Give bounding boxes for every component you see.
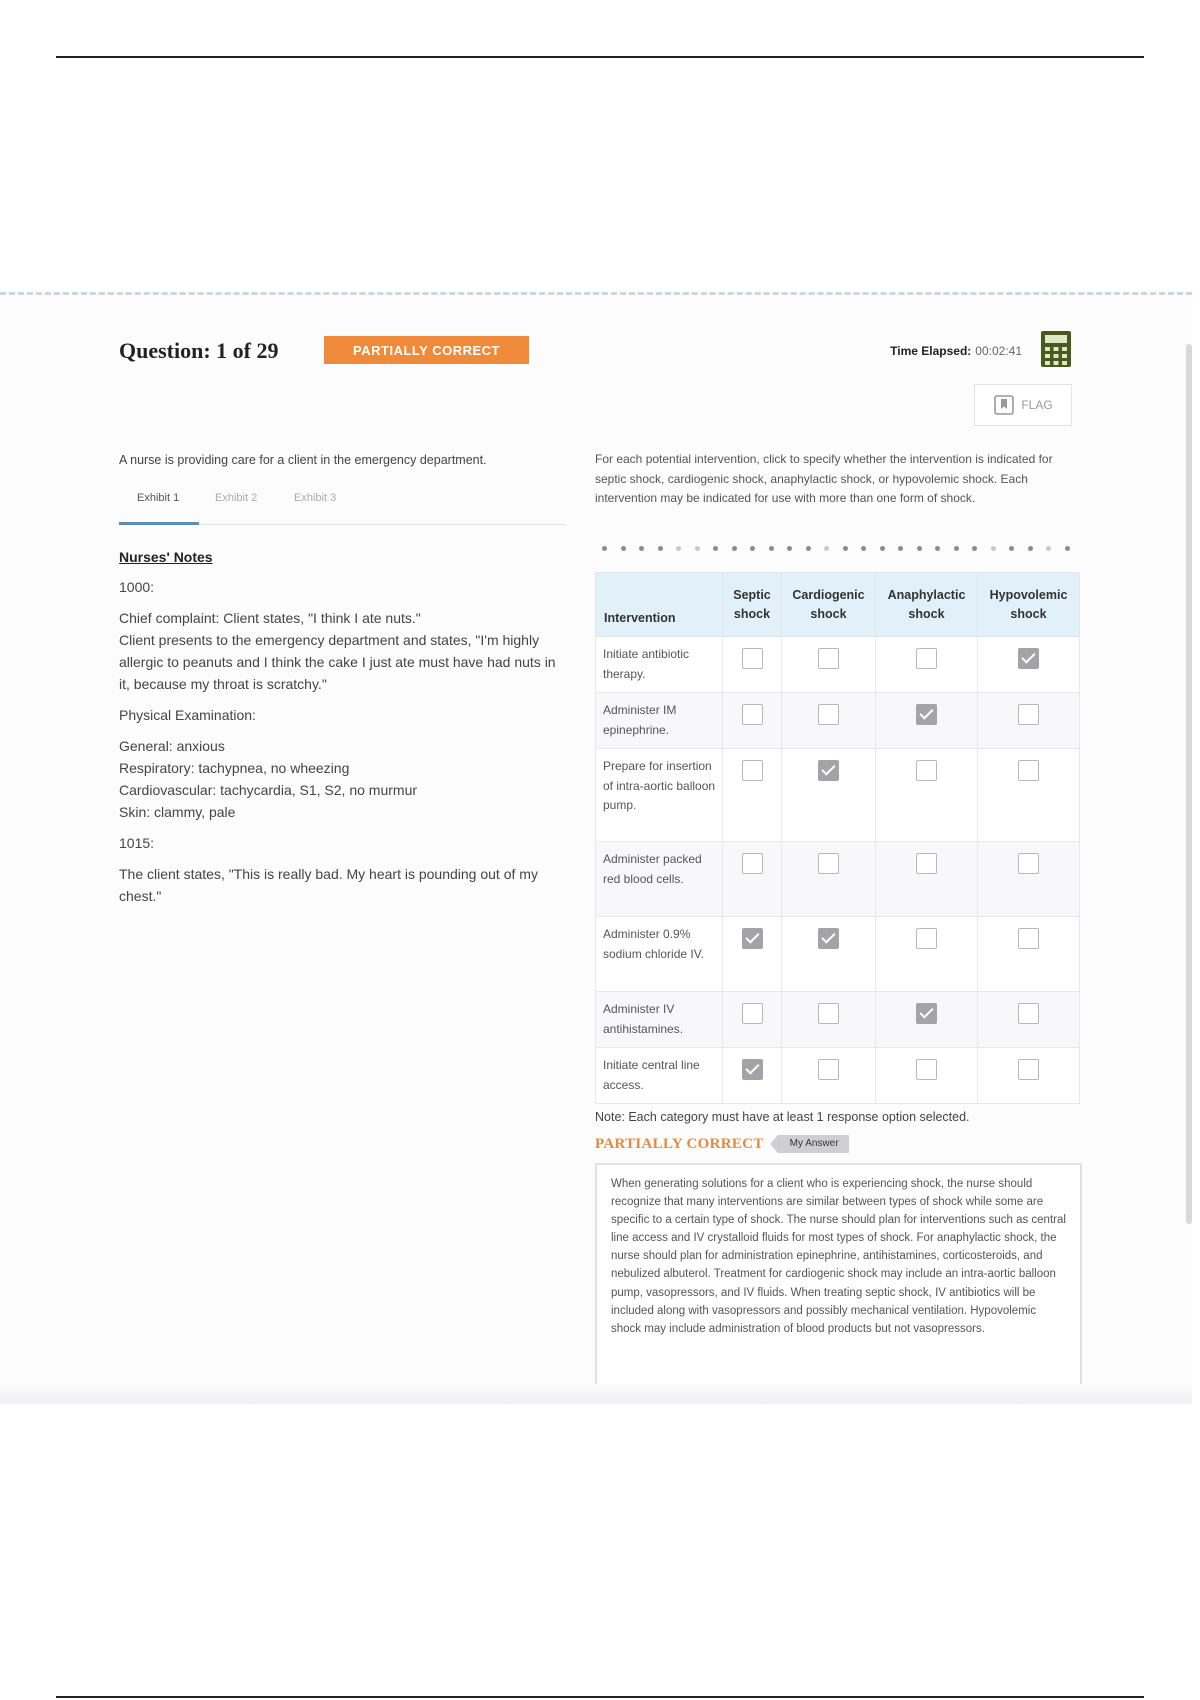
matrix-cell-septic: [723, 1048, 782, 1104]
divider-dot: [1065, 546, 1070, 551]
cardiogenic-checkbox[interactable]: [818, 648, 839, 669]
cardiogenic-checkbox[interactable]: [818, 760, 839, 781]
question-counter: Question: 1 of 29: [119, 338, 279, 363]
anaphylactic-checkbox[interactable]: [916, 648, 937, 669]
intervention-label: Initiate central line access.: [596, 1048, 723, 1104]
col-septic-label: Septic shock: [733, 587, 771, 621]
bookmark-icon: [993, 394, 1015, 416]
divider-dot: [806, 546, 811, 551]
note-presentation: Client presents to the emergency department and states, "I'm highly allergic to peanuts and I think the cake I just ate must have had nuts in it, because my throat is scratchy.": [119, 632, 556, 692]
divider-dots: [602, 546, 1070, 551]
matrix-cell-cardiogenic: [782, 992, 876, 1048]
col-cardiogenic: [782, 573, 876, 637]
divider-dot: [750, 546, 755, 551]
septic-checkbox[interactable]: [742, 760, 763, 781]
divider-dot: [658, 546, 663, 551]
anaphylactic-checkbox[interactable]: [916, 853, 937, 874]
screen-top-border: [0, 292, 1192, 295]
matrix-cell-hypovolemic: [978, 637, 1080, 693]
tab-exhibit-1[interactable]: Exhibit 1: [137, 492, 180, 504]
matrix-row: [596, 637, 1080, 693]
matrix-row: [596, 749, 1080, 842]
divider-dot: [676, 546, 681, 551]
my-answer-tag[interactable]: My Answer: [778, 1135, 849, 1153]
hypovolemic-checkbox[interactable]: [1018, 704, 1039, 725]
divider-dot: [1028, 546, 1033, 551]
time-elapsed-value: 00:02:41: [975, 344, 1022, 358]
time-elapsed-label: Time Elapsed:: [890, 344, 972, 358]
cardiogenic-checkbox[interactable]: [818, 1003, 839, 1024]
matrix-cell-hypovolemic: [978, 749, 1080, 842]
col-intervention: Intervention: [596, 573, 723, 637]
intervention-label: Administer IV antihistamines.: [596, 992, 723, 1048]
status-badge: PARTIALLY CORRECT: [324, 336, 529, 364]
note-client-statement: The client states, "This is really bad. My heart is pounding out of my chest.": [119, 866, 538, 904]
matrix-cell-hypovolemic: [978, 693, 1080, 749]
matrix-cell-septic: [723, 992, 782, 1048]
divider-dot: [787, 546, 792, 551]
septic-checkbox[interactable]: [742, 648, 763, 669]
matrix-cell-cardiogenic: [782, 693, 876, 749]
intervention-label: Administer IM epinephrine.: [596, 693, 723, 749]
anaphylactic-checkbox[interactable]: [916, 1003, 937, 1024]
note-respiratory: Respiratory: tachypnea, no wheezing: [119, 760, 350, 776]
note-chief-complaint: Chief complaint: Client states, "I think I ate nuts.": [119, 610, 421, 626]
note-general: General: anxious: [119, 738, 225, 754]
divider-dot: [972, 546, 977, 551]
septic-checkbox[interactable]: [742, 1003, 763, 1024]
matrix-cell-cardiogenic: [782, 842, 876, 917]
matrix-row: [596, 693, 1080, 749]
matrix-cell-anaphylactic: [876, 637, 978, 693]
divider-dot: [769, 546, 774, 551]
result-row: [595, 1133, 849, 1155]
tab-exhibit-2[interactable]: Exhibit 2: [215, 492, 258, 504]
note-skin: Skin: clammy, pale: [119, 804, 236, 820]
anaphylactic-checkbox[interactable]: [916, 760, 937, 781]
note-time-1015: 1015:: [119, 835, 155, 851]
matrix-cell-cardiogenic: [782, 1048, 876, 1104]
matrix-cell-septic: [723, 693, 782, 749]
calculator-icon[interactable]: [1040, 330, 1072, 368]
matrix-cell-septic: [723, 637, 782, 693]
divider-dot: [824, 546, 829, 551]
matrix-cell-anaphylactic: [876, 842, 978, 917]
matrix-cell-hypovolemic: [978, 992, 1080, 1048]
page-top-rule: [56, 56, 1144, 58]
exam-screen: [0, 292, 1192, 1404]
screen-bottom-fade: [0, 1384, 1192, 1404]
question-header: [119, 336, 1072, 376]
divider-dot: [991, 546, 996, 551]
nurses-notes: [119, 546, 569, 916]
divider-dot: [843, 546, 848, 551]
rationale-box: When generating solutions for a client who is experiencing shock, the nurse should recognize that many interventions are similar between types of shock while some are specific to a certain type of shock. The nurse should plan for interventions such as central line access and IV crystalloid fluids for most types of shock. For anaphylactic shock, the nurse should plan for administration epinephrine, antihistamines, corticosteroids, and nebulized albuterol. Treatment for cardiogenic shock may include an intra-aortic balloon pump, vasopressors, and IV fluids. When treating septic shock, IV antibiotics will be included along with vasopressors and possibly mechanical ventilation. Hypovolemic shock may include administration of blood products but not vasopressors.: [595, 1163, 1082, 1392]
matrix-row: [596, 842, 1080, 917]
intervention-matrix: [595, 572, 1080, 1104]
hypovolemic-checkbox[interactable]: [1018, 760, 1039, 781]
intervention-label: Administer 0.9% sodium chloride IV.: [596, 917, 723, 992]
col-cardiogenic-label: Cardiogenic shock: [792, 587, 865, 621]
note-time-1000: 1000:: [119, 579, 155, 595]
matrix-cell-hypovolemic: [978, 1048, 1080, 1104]
matrix-cell-anaphylactic: [876, 693, 978, 749]
active-tab-indicator: [119, 522, 199, 525]
matrix-cell-anaphylactic: [876, 917, 978, 992]
scrollbar[interactable]: [1186, 344, 1192, 1224]
divider-dot: [621, 546, 626, 551]
col-hypovolemic: [978, 573, 1080, 637]
hypovolemic-checkbox[interactable]: [1018, 1003, 1039, 1024]
matrix-row: [596, 1048, 1080, 1104]
col-hypovolemic-label: Hypovolemic shock: [989, 587, 1068, 621]
septic-checkbox[interactable]: [742, 853, 763, 874]
intervention-label: Administer packed red blood cells.: [596, 842, 723, 917]
matrix-cell-septic: [723, 842, 782, 917]
matrix-cell-hypovolemic: [978, 917, 1080, 992]
septic-checkbox[interactable]: [742, 1059, 763, 1080]
divider-dot: [732, 546, 737, 551]
anaphylactic-checkbox[interactable]: [916, 704, 937, 725]
divider-dot: [602, 546, 607, 551]
divider-dot: [713, 546, 718, 551]
flag-button[interactable]: [974, 384, 1072, 426]
divider-dot: [917, 546, 922, 551]
note-complaint: [119, 607, 569, 695]
hypovolemic-checkbox[interactable]: [1018, 648, 1039, 669]
col-anaphylactic-label: Anaphylactic shock: [887, 587, 966, 621]
exhibit-tabs: [119, 484, 566, 525]
hypovolemic-checkbox[interactable]: [1018, 928, 1039, 949]
notes-heading: Nurses' Notes: [119, 549, 213, 565]
divider-dot: [935, 546, 940, 551]
col-septic: [723, 573, 782, 637]
cardiogenic-checkbox[interactable]: [818, 704, 839, 725]
matrix-cell-septic: [723, 749, 782, 842]
anaphylactic-checkbox[interactable]: [916, 1059, 937, 1080]
matrix-cell-cardiogenic: [782, 637, 876, 693]
note-exam-findings: [119, 735, 569, 823]
matrix-row: [596, 992, 1080, 1048]
septic-checkbox[interactable]: [742, 704, 763, 725]
page-bottom-rule: [56, 1696, 1144, 1698]
cardiogenic-checkbox[interactable]: [818, 1059, 839, 1080]
matrix-cell-cardiogenic: [782, 749, 876, 842]
time-elapsed: [890, 344, 1022, 358]
question-stem: A nurse is providing care for a client in the emergency department.: [119, 453, 487, 467]
matrix-cell-anaphylactic: [876, 992, 978, 1048]
divider-dot: [1046, 546, 1051, 551]
divider-dot: [880, 546, 885, 551]
anaphylactic-checkbox[interactable]: [916, 928, 937, 949]
intervention-label: Initiate antibiotic therapy.: [596, 637, 723, 693]
matrix-cell-anaphylactic: [876, 749, 978, 842]
tab-exhibit-3[interactable]: Exhibit 3: [294, 492, 337, 504]
hypovolemic-checkbox[interactable]: [1018, 853, 1039, 874]
matrix-cell-anaphylactic: [876, 1048, 978, 1104]
divider-dot: [695, 546, 700, 551]
divider-dot: [954, 546, 959, 551]
flag-label: FLAG: [1021, 398, 1053, 412]
matrix-header-row: [596, 573, 1080, 637]
cardiogenic-checkbox[interactable]: [818, 928, 839, 949]
divider-dot: [1009, 546, 1014, 551]
col-anaphylactic: [876, 573, 978, 637]
note-cardiovascular: Cardiovascular: tachycardia, S1, S2, no murmur: [119, 782, 418, 798]
divider-dot: [639, 546, 644, 551]
question-instructions: For each potential intervention, click to specify whether the intervention is indicated for septic shock, cardiogenic shock, anaphylactic shock, or hypovolemic shock. Each intervention may be indicated for use with more than one form of shock.: [595, 452, 1053, 505]
cardiogenic-checkbox[interactable]: [818, 853, 839, 874]
divider-dot: [861, 546, 866, 551]
selection-note: Note: Each category must have at least 1 response option selected.: [595, 1110, 970, 1124]
result-label: PARTIALLY CORRECT: [595, 1135, 764, 1152]
matrix-cell-hypovolemic: [978, 842, 1080, 917]
divider-dot: [898, 546, 903, 551]
hypovolemic-checkbox[interactable]: [1018, 1059, 1039, 1080]
septic-checkbox[interactable]: [742, 928, 763, 949]
matrix-cell-septic: [723, 917, 782, 992]
note-physical-exam: Physical Examination:: [119, 707, 256, 723]
intervention-label: Prepare for insertion of intra-aortic balloon pump.: [596, 749, 723, 842]
matrix-cell-cardiogenic: [782, 917, 876, 992]
matrix-row: [596, 917, 1080, 992]
